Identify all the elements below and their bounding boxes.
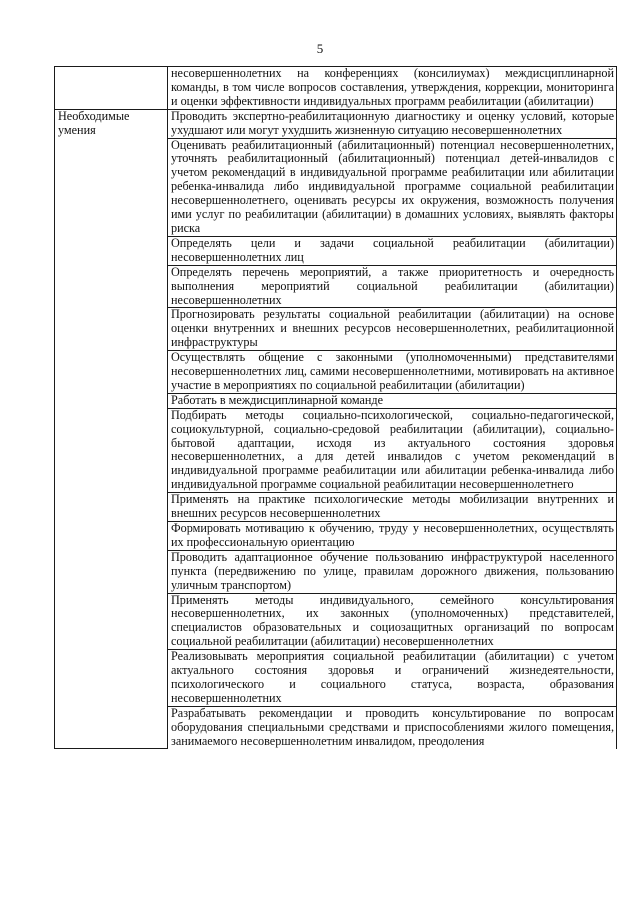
skill-cell: Разрабатывать рекомендации и проводить консультирование по вопросам оборудования специальными средствами и приспособлениями жилого помещения, занимаемого несовершеннолетним инвалидом, преодоления <box>168 706 617 748</box>
continued-text-cell: несовершеннолетних на конференциях (консилиумах) междисциплинарной команды, в том числе вопросов составления, утверждения, коррекции, мониторинга и оценки эффективности индивидуальных программ реабилитации (абилитации) <box>168 67 617 110</box>
page-number: 5 <box>316 41 324 56</box>
skill-cell: Подбирать методы социально-психологической, социально-педагогической, социокультурной, социально-средовой реабилитации (абилитации), социально-бытовой адаптации, исходя из актуального состояния здоровья несовершеннолетних, а для детей инвалидов с учетом рекомендаций в индивидуальной программе реабилитации или абилитации ребенка-инвалида либо индивидуальной программе социальной реабилитации несовершеннолетнего <box>168 408 617 492</box>
skill-cell: Определять перечень мероприятий, а также приоритетность и очередность выполнения мероприятий социальной реабилитации (абилитации) несовершеннолетних <box>168 265 617 308</box>
skill-cell: Формировать мотивацию к обучению, труду у несовершеннолетних, осуществлять их профессиональную ориентацию <box>168 522 617 551</box>
skill-cell: Определять цели и задачи социальной реабилитации (абилитации) несовершеннолетних лиц <box>168 236 617 265</box>
section-label: Необходимые умения <box>58 108 130 137</box>
skill-cell: Проводить адаптационное обучение пользованию инфраструктурой населенного пункта (передвижению по улице, правилам дорожного движения, пользованию уличным транспортом) <box>168 550 617 593</box>
skill-cell: Применять методы индивидуального, семейного консультирования несовершеннолетних, их законных (уполномоченных) представителей, специалистов образовательных и социозащитных организаций по вопросам социальной реабилитации (абилитации) несовершеннолетних <box>168 593 617 650</box>
skill-cell: Работать в междисциплинарной команде <box>168 393 617 408</box>
skill-cell: Применять на практике психологические методы мобилизации внутренних и внешних ресурсов несовершеннолетних <box>168 493 617 522</box>
skill-cell: Осуществлять общение с законными (уполномоченными) представителями несовершеннолетних лиц, самими несовершеннолетними, мотивировать на активное участие в мероприятиях по социальной реабилитации (абилитации) <box>168 351 617 394</box>
table-row-continued <box>55 67 617 110</box>
skill-cell: Реализовывать мероприятия социальной реабилитации (абилитации) с учетом актуального состояния здоровья и ограничений жизнедеятельности, психологического и социального статуса, возраста, образования несовершеннолетних <box>168 650 617 707</box>
empty-label-cell <box>55 67 168 110</box>
table-row <box>55 109 617 138</box>
section-label-cell <box>55 109 168 748</box>
skill-cell: Прогнозировать результаты социальной реабилитации (абилитации) на основе оценки внутренних и внешних ресурсов несовершеннолетних, реабилитационной инфраструктуры <box>168 308 617 351</box>
skill-cell: Оценивать реабилитационный (абилитационный) потенциал несовершеннолетних, уточнять реабилитационный (абилитационный) потенциал детей-инвалидов с учетом рекомендаций в индивидуальной программе реабилитации или абилитации ребенка-инвалида либо индивидуальной программе социальной реабилитации несовершеннолетнего, оценивать ресурсы их окружения, возможность получения ими услуг по реабилитации (абилитации) в домашних условиях, выявлять факторы риска <box>168 138 617 236</box>
skill-cell: Проводить экспертно-реабилитационную диагностику и оценку условий, которые ухудшают или могут ухудшить жизненную ситуацию несовершеннолетних <box>168 109 617 138</box>
requirements-table <box>54 66 617 749</box>
